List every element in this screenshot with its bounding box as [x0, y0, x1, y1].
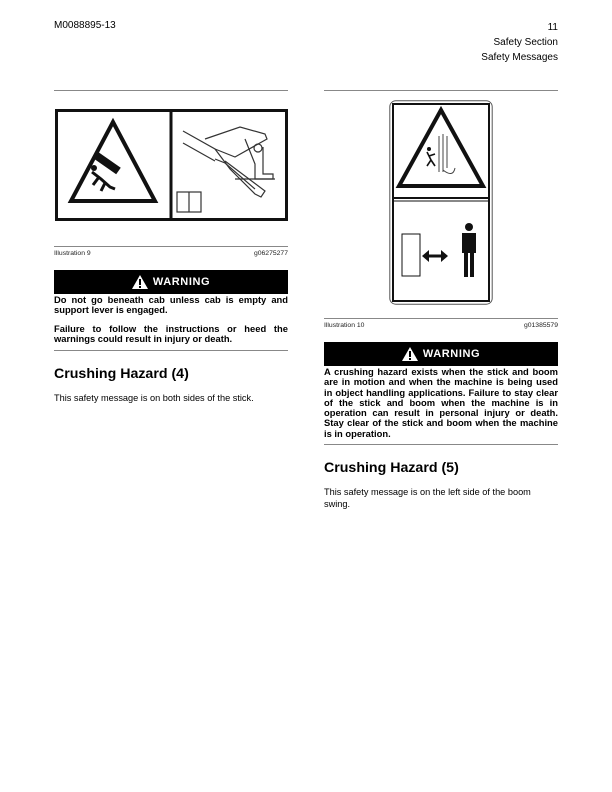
caption-divider — [324, 318, 558, 319]
illustration-10-image — [389, 100, 493, 305]
warning-text — [324, 367, 558, 447]
section-heading: Crushing Hazard (5) — [324, 460, 459, 476]
subsection-title: Safety Messages — [481, 52, 558, 63]
warning-banner — [54, 270, 288, 294]
warning-paragraph: A crushing hazard exists when the stick and boom are in motion and when the machine is being used in object handling applications. Failure to stay clear of the stick and boom when the machine is in operation can result in personal injury or death. Stay clear of the stick and boom when the machine is in operation. — [324, 366, 558, 439]
section-body: This safety message is on the left side of the boom swing. — [324, 487, 531, 509]
warning-triangle-icon — [402, 347, 418, 361]
caption-divider — [54, 246, 288, 247]
illustration-10-code: g01385579 — [523, 322, 558, 329]
warning-divider — [324, 444, 558, 445]
section-title: Safety Section — [493, 37, 558, 48]
warning-triangle-icon — [132, 275, 148, 289]
warning-paragraph: Do not go beneath cab unless cab is empty and support lever is engaged. — [54, 294, 288, 316]
divider — [324, 90, 558, 91]
illustration-9-label: Illustration 9 — [54, 250, 91, 257]
warning-banner — [324, 342, 558, 366]
section-heading: Crushing Hazard (4) — [54, 366, 189, 382]
illustration-9-figure — [55, 109, 288, 221]
document-id: M0088895-13 — [54, 20, 116, 31]
illustration-9-code: g06275277 — [253, 250, 288, 257]
divider — [54, 90, 288, 91]
warning-text — [54, 295, 288, 352]
warning-label: WARNING — [422, 348, 481, 360]
page-number: 11 — [547, 22, 558, 33]
warning-paragraph: Failure to follow the instructions or heed the warnings could result in injury or death. — [54, 322, 288, 344]
warning-label: WARNING — [152, 276, 211, 288]
illustration-10-figure — [389, 100, 493, 305]
section-body: This safety message is on both sides of the stick. — [54, 393, 254, 403]
illustration-9-image — [55, 109, 288, 221]
illustration-10-label: Illustration 10 — [324, 322, 365, 329]
page-header-right — [481, 20, 558, 65]
warning-divider — [54, 350, 288, 351]
